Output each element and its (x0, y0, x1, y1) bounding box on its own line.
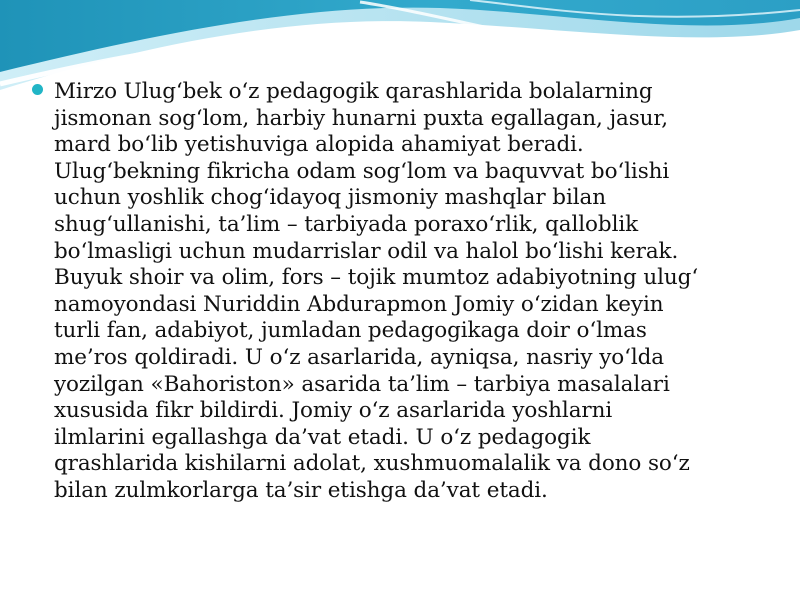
bullet-point (32, 84, 43, 95)
body-paragraph: Mirzo Ulug‘bek o‘z pedagogik qarashlarida bolalarning jismonan sog‘lom, harbiy hunarni puxta egallagan, jasur, mard bo‘lib yetishuviga alopida ahamiyat beradi. Ulug‘bekning fikricha odam sog‘lom va baquvvat bo‘lishi uchun yoshlik chog‘idayoq jismoniy mashqlar bilan shug‘ullanishi, ta’lim – tarbiyada poraxo‘rlik, qalloblik bo‘lmasligi uchun mudarrislar odil va halol bo‘lishi kerak. Buyuk shoir va olim, fors – tojik mumtoz adabiyotning ulug‘ namoyondasi Nuriddin Abdurapmon Jomiy o‘zidan keyin turli fan, adabiyot, jumladan pedagogikaga doir o‘lmas me’ros qoldiradi. U o‘z asarlarida, ayniqsa, nasriy yo‘lda yozilgan «Bahoriston» asarida ta’lim – tarbiya masalalari xususida fikr bildirdi. Jomiy o‘z asarlarida yoshlarni ilmlarini egallashga da’vat etadi. U o‘z pedagogik qrashlarida kishilarni adolat, xushmuomalalik va dono so‘z bilan zulmkorlarga ta’sir etishga da’vat etadi. (54, 79, 699, 503)
